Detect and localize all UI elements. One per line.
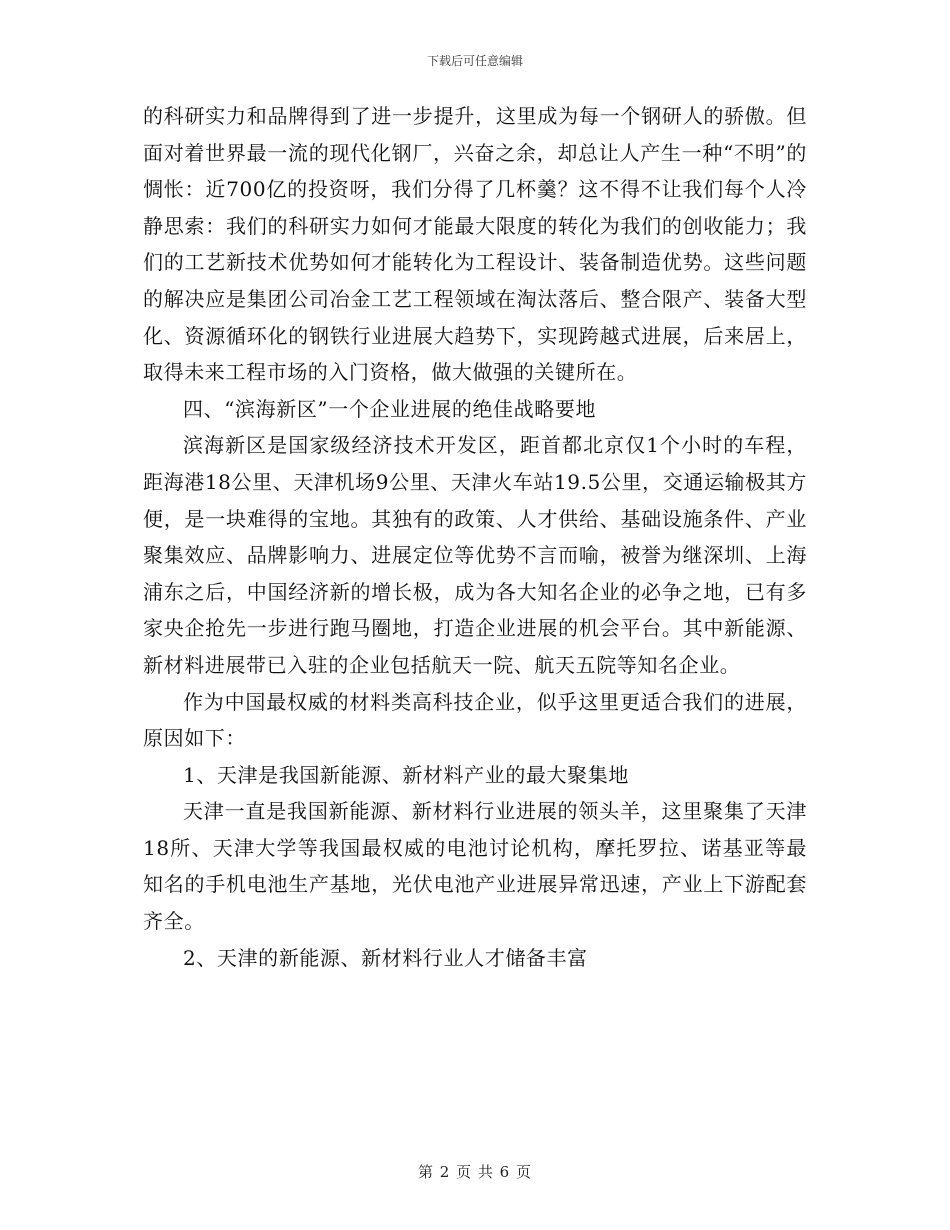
paragraph-tianjin-hub: 天津一直是我国新能源、新材料行业进展的领头羊，这里聚集了天津18所、天津大学等我国最权威的电池讨论机构，摩托罗拉、诺基亚等最知名的手机电池生产基地，光伏电池产业进展异常迅速，产业上下游配套齐全。 bbox=[143, 799, 807, 934]
list-item-2-heading: 2、天津的新能源、新材料行业人才储备丰富 bbox=[183, 945, 588, 970]
document-body bbox=[143, 98, 807, 976]
section-heading-binhai: 四、“滨海新区”一个企业进展的绝佳战略要地 bbox=[183, 396, 597, 421]
page-number-footer: 第 2 页 共 6 页 bbox=[418, 1163, 532, 1181]
paragraph-reasons-intro: 作为中国最权威的材料类高科技企业，似乎这里更适合我们的进展，原因如下： bbox=[143, 689, 807, 751]
page-header: 下载后可任意编辑 bbox=[426, 54, 523, 68]
paragraph-binhai-intro: 滨海新区是国家级经济技术开发区，距首都北京仅1个小时的车程，距海港18公里、天津机场9公里、天津火车站19.5公里，交通运输极其方便，是一块难得的宝地。其独有的政策、人才供给、基础设施条件、产业聚集效应、品牌影响力、进展定位等优势不言而喻，被誉为继深圳、上海浦东之后，中国经济新的增长极，成为各大知名企业的必争之地，已有多家央企抢先一步进行跑马圈地，打造企业进展的机会平台。其中新能源、新材料进展带已入驻的企业包括航天一院、航天五院等知名企业。 bbox=[143, 433, 807, 677]
paragraph-continued: 的科研实力和品牌得到了进一步提升，这里成为每一个钢研人的骄傲。但面对着世界最一流的现代化钢厂，兴奋之余，却总让人产生一种“不明”的惆怅：近700亿的投资呀，我们分得了几杯羹？这不得不让我们每个人冷静思索：我们的科研实力如何才能最大限度的转化为我们的创收能力；我们的工艺新技术优势如何才能转化为工程设计、装备制造优势。这些问题的解决应是集团公司冶金工艺工程领域在淘汰落后、整合限产、装备大型化、资源循环化的钢铁行业进展大趋势下，实现跨越式进展，后来居上，取得未来工程市场的入门资格，做大做强的关键所在。 bbox=[143, 104, 807, 385]
list-item-1-heading: 1、天津是我国新能源、新材料产业的最大聚集地 bbox=[183, 762, 629, 787]
